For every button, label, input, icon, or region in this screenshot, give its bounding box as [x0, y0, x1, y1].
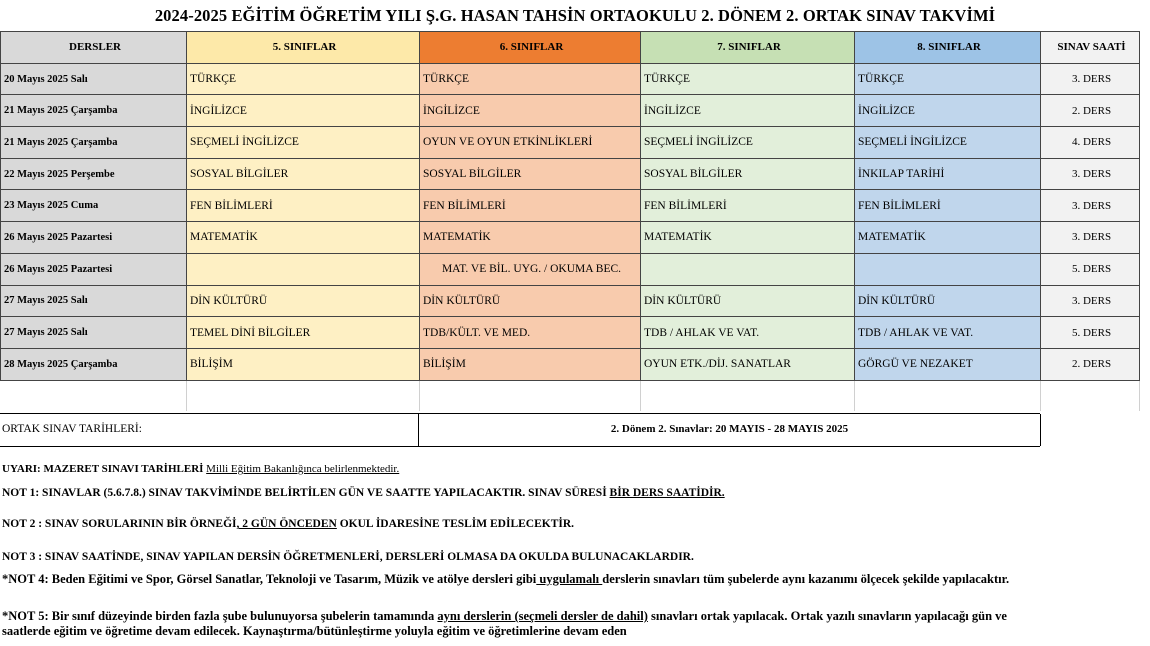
table-row: [1, 63, 1140, 95]
date-cell: 27 Mayıs 2025 Salı: [1, 317, 187, 349]
exam-dates-value: 2. Dönem 2. Sınavlar: 20 MAYIS - 28 MAYIS 2025: [610, 423, 849, 435]
grade-8-cell: TÜRKÇE: [855, 63, 1041, 95]
empty-cell: [1041, 380, 1140, 411]
header-grade-7: 7. SINIFLAR: [641, 32, 855, 64]
grade-8-cell: SEÇMELİ İNGİLİZCE: [855, 127, 1041, 159]
grade-6-cell: FEN BİLİMLERİ: [420, 190, 641, 222]
grade-5-cell: BİLİŞİM: [187, 348, 420, 380]
exam-time-cell: 4. DERS: [1041, 127, 1140, 159]
header-row: [1, 32, 1140, 64]
empty-cell: [420, 380, 641, 411]
grade-6-cell: BİLİŞİM: [420, 348, 641, 380]
grade-6-cell: DİN KÜLTÜRÜ: [420, 285, 641, 317]
spacer-row: [1, 380, 1140, 411]
grade-5-cell: SEÇMELİ İNGİLİZCE: [187, 127, 420, 159]
table-row: [1, 317, 1140, 349]
grade-8-cell: İNGİLİZCE: [855, 95, 1041, 127]
warning-note: UYARI: MAZERET SINAVI TARİHLERİ Milli Eğitim Bakanlığınca belirlenmektedir.: [2, 463, 400, 475]
table-row: [1, 190, 1140, 222]
exam-schedule-table: [0, 31, 1140, 411]
grade-6-cell: TÜRKÇE: [420, 63, 641, 95]
note-4: *NOT 4: Beden Eğitimi ve Spor, Görsel Sanatlar, Teknoloji ve Tasarım, Müzik ve atölye dersleri gibi uygulamalı derslerin sınavları tüm şubelerde aynı kazanımı ölçecek şekilde yapılacaktır.: [2, 572, 1010, 586]
exam-time-cell: 3. DERS: [1041, 190, 1140, 222]
grade-8-cell: TDB / AHLAK VE VAT.: [855, 317, 1041, 349]
exam-time-cell: 5. DERS: [1041, 317, 1140, 349]
grade-5-cell: TÜRKÇE: [187, 63, 420, 95]
date-cell: 21 Mayıs 2025 Çarşamba: [1, 95, 187, 127]
exam-time-cell: 2. DERS: [1041, 348, 1140, 380]
grade-5-cell: SOSYAL BİLGİLER: [187, 158, 420, 190]
date-cell: 27 Mayıs 2025 Salı: [1, 285, 187, 317]
date-cell: 26 Mayıs 2025 Pazartesi: [1, 253, 187, 285]
date-cell: 22 Mayıs 2025 Perşembe: [1, 158, 187, 190]
grade-8-cell: GÖRGÜ VE NEZAKET: [855, 348, 1041, 380]
empty-cell: [187, 380, 420, 411]
exam-time-cell: 2. DERS: [1041, 95, 1140, 127]
header-exam-time: SINAV SAATİ: [1041, 32, 1140, 64]
grade-7-cell: FEN BİLİMLERİ: [641, 190, 855, 222]
grade-8-cell: [855, 253, 1041, 285]
date-cell: 21 Mayıs 2025 Çarşamba: [1, 127, 187, 159]
header-dersler: DERSLER: [1, 32, 187, 64]
header-grade-6: 6. SINIFLAR: [420, 32, 641, 64]
grade-8-cell: MATEMATİK: [855, 222, 1041, 254]
note-3: NOT 3 : SINAV SAATİNDE, SINAV YAPILAN DERSİN ÖĞRETMENLERİ, DERSLERİ OLMASA DA OKULDA BULUNACAKLARDIR.: [2, 551, 694, 563]
grade-5-cell: DİN KÜLTÜRÜ: [187, 285, 420, 317]
grade-7-cell: DİN KÜLTÜRÜ: [641, 285, 855, 317]
empty-cell: [1, 380, 187, 411]
empty-cell: [641, 380, 855, 411]
grade-5-cell: MATEMATİK: [187, 222, 420, 254]
note-2: NOT 2 : SINAV SORULARININ BİR ÖRNEĞİ, 2 GÜN ÖNCEDEN OKUL İDARESİNE TESLİM EDİLECEKTİR.: [2, 518, 575, 530]
grade-6-cell: OYUN VE OYUN ETKİNLİKLERİ: [420, 127, 641, 159]
table-row: [1, 127, 1140, 159]
date-cell: 23 Mayıs 2025 Cuma: [1, 190, 187, 222]
grade-6-cell: MAT. VE BİL. UYG. / OKUMA BEC.: [420, 253, 641, 285]
grade-6-cell: İNGİLİZCE: [420, 95, 641, 127]
exam-time-cell: 5. DERS: [1041, 253, 1140, 285]
grade-7-cell: TDB / AHLAK VE VAT.: [641, 317, 855, 349]
grade-7-cell: İNGİLİZCE: [641, 95, 855, 127]
table-row: [1, 95, 1140, 127]
grade-7-cell: SOSYAL BİLGİLER: [641, 158, 855, 190]
exam-time-cell: 3. DERS: [1041, 222, 1140, 254]
page-title: 2024-2025 EĞİTİM ÖĞRETİM YILI Ş.G. HASAN TAHSİN ORTAOKULU 2. DÖNEM 2. ORTAK SINAV TAKVİMİ: [154, 6, 996, 25]
grade-5-cell: [187, 253, 420, 285]
grade-7-cell: SEÇMELİ İNGİLİZCE: [641, 127, 855, 159]
exam-time-cell: 3. DERS: [1041, 285, 1140, 317]
date-cell: 28 Mayıs 2025 Çarşamba: [1, 348, 187, 380]
header-grade-8: 8. SINIFLAR: [855, 32, 1041, 64]
grade-7-cell: OYUN ETK./DİJ. SANATLAR: [641, 348, 855, 380]
note-1: NOT 1: SINAVLAR (5.6.7.8.) SINAV TAKVİMİNDE BELİRTİLEN GÜN VE SAATTE YAPILACAKTIR. SINAV SÜRESİ BİR DERS SAATİDİR.: [2, 487, 725, 499]
grade-7-cell: MATEMATİK: [641, 222, 855, 254]
table-row: [1, 253, 1140, 285]
grade-8-cell: İNKILAP TARİHİ: [855, 158, 1041, 190]
grade-8-cell: FEN BİLİMLERİ: [855, 190, 1041, 222]
table-row: [1, 158, 1140, 190]
grade-5-cell: TEMEL DİNİ BİLGİLER: [187, 317, 420, 349]
exam-dates-box: [418, 414, 1041, 446]
exam-time-cell: 3. DERS: [1041, 158, 1140, 190]
grade-7-cell: [641, 253, 855, 285]
table-row: [1, 222, 1140, 254]
date-cell: 20 Mayıs 2025 Salı: [1, 63, 187, 95]
grade-7-cell: TÜRKÇE: [641, 63, 855, 95]
exam-time-cell: 3. DERS: [1041, 63, 1140, 95]
grade-6-cell: SOSYAL BİLGİLER: [420, 158, 641, 190]
table-row: [1, 285, 1140, 317]
table-row: [1, 348, 1140, 380]
grade-8-cell: DİN KÜLTÜRÜ: [855, 285, 1041, 317]
note-5: *NOT 5: Bir sınıf düzeyinde birden fazla şube bulunuyorsa şubelerin tamamında aynı derslerin (seçmeli dersler de dahil) sınavları ortak yapılacak. Ortak yazılı sınavların yapılacağı gün ve saatlerde eğitim ve öğretime devam edilecek. Kaynaştırma/bütünleştirme yoluyla eğitim ve öğretimlerine devam eden: [2, 609, 1007, 638]
grade-5-cell: FEN BİLİMLERİ: [187, 190, 420, 222]
grade-6-cell: MATEMATİK: [420, 222, 641, 254]
grade-5-cell: İNGİLİZCE: [187, 95, 420, 127]
grade-6-cell: TDB/KÜLT. VE MED.: [420, 317, 641, 349]
exam-dates-row: [0, 413, 1040, 447]
exam-dates-label: ORTAK SINAV TARİHLERİ:: [2, 423, 142, 435]
date-cell: 26 Mayıs 2025 Pazartesi: [1, 222, 187, 254]
empty-cell: [855, 380, 1041, 411]
header-grade-5: 5. SINIFLAR: [187, 32, 420, 64]
